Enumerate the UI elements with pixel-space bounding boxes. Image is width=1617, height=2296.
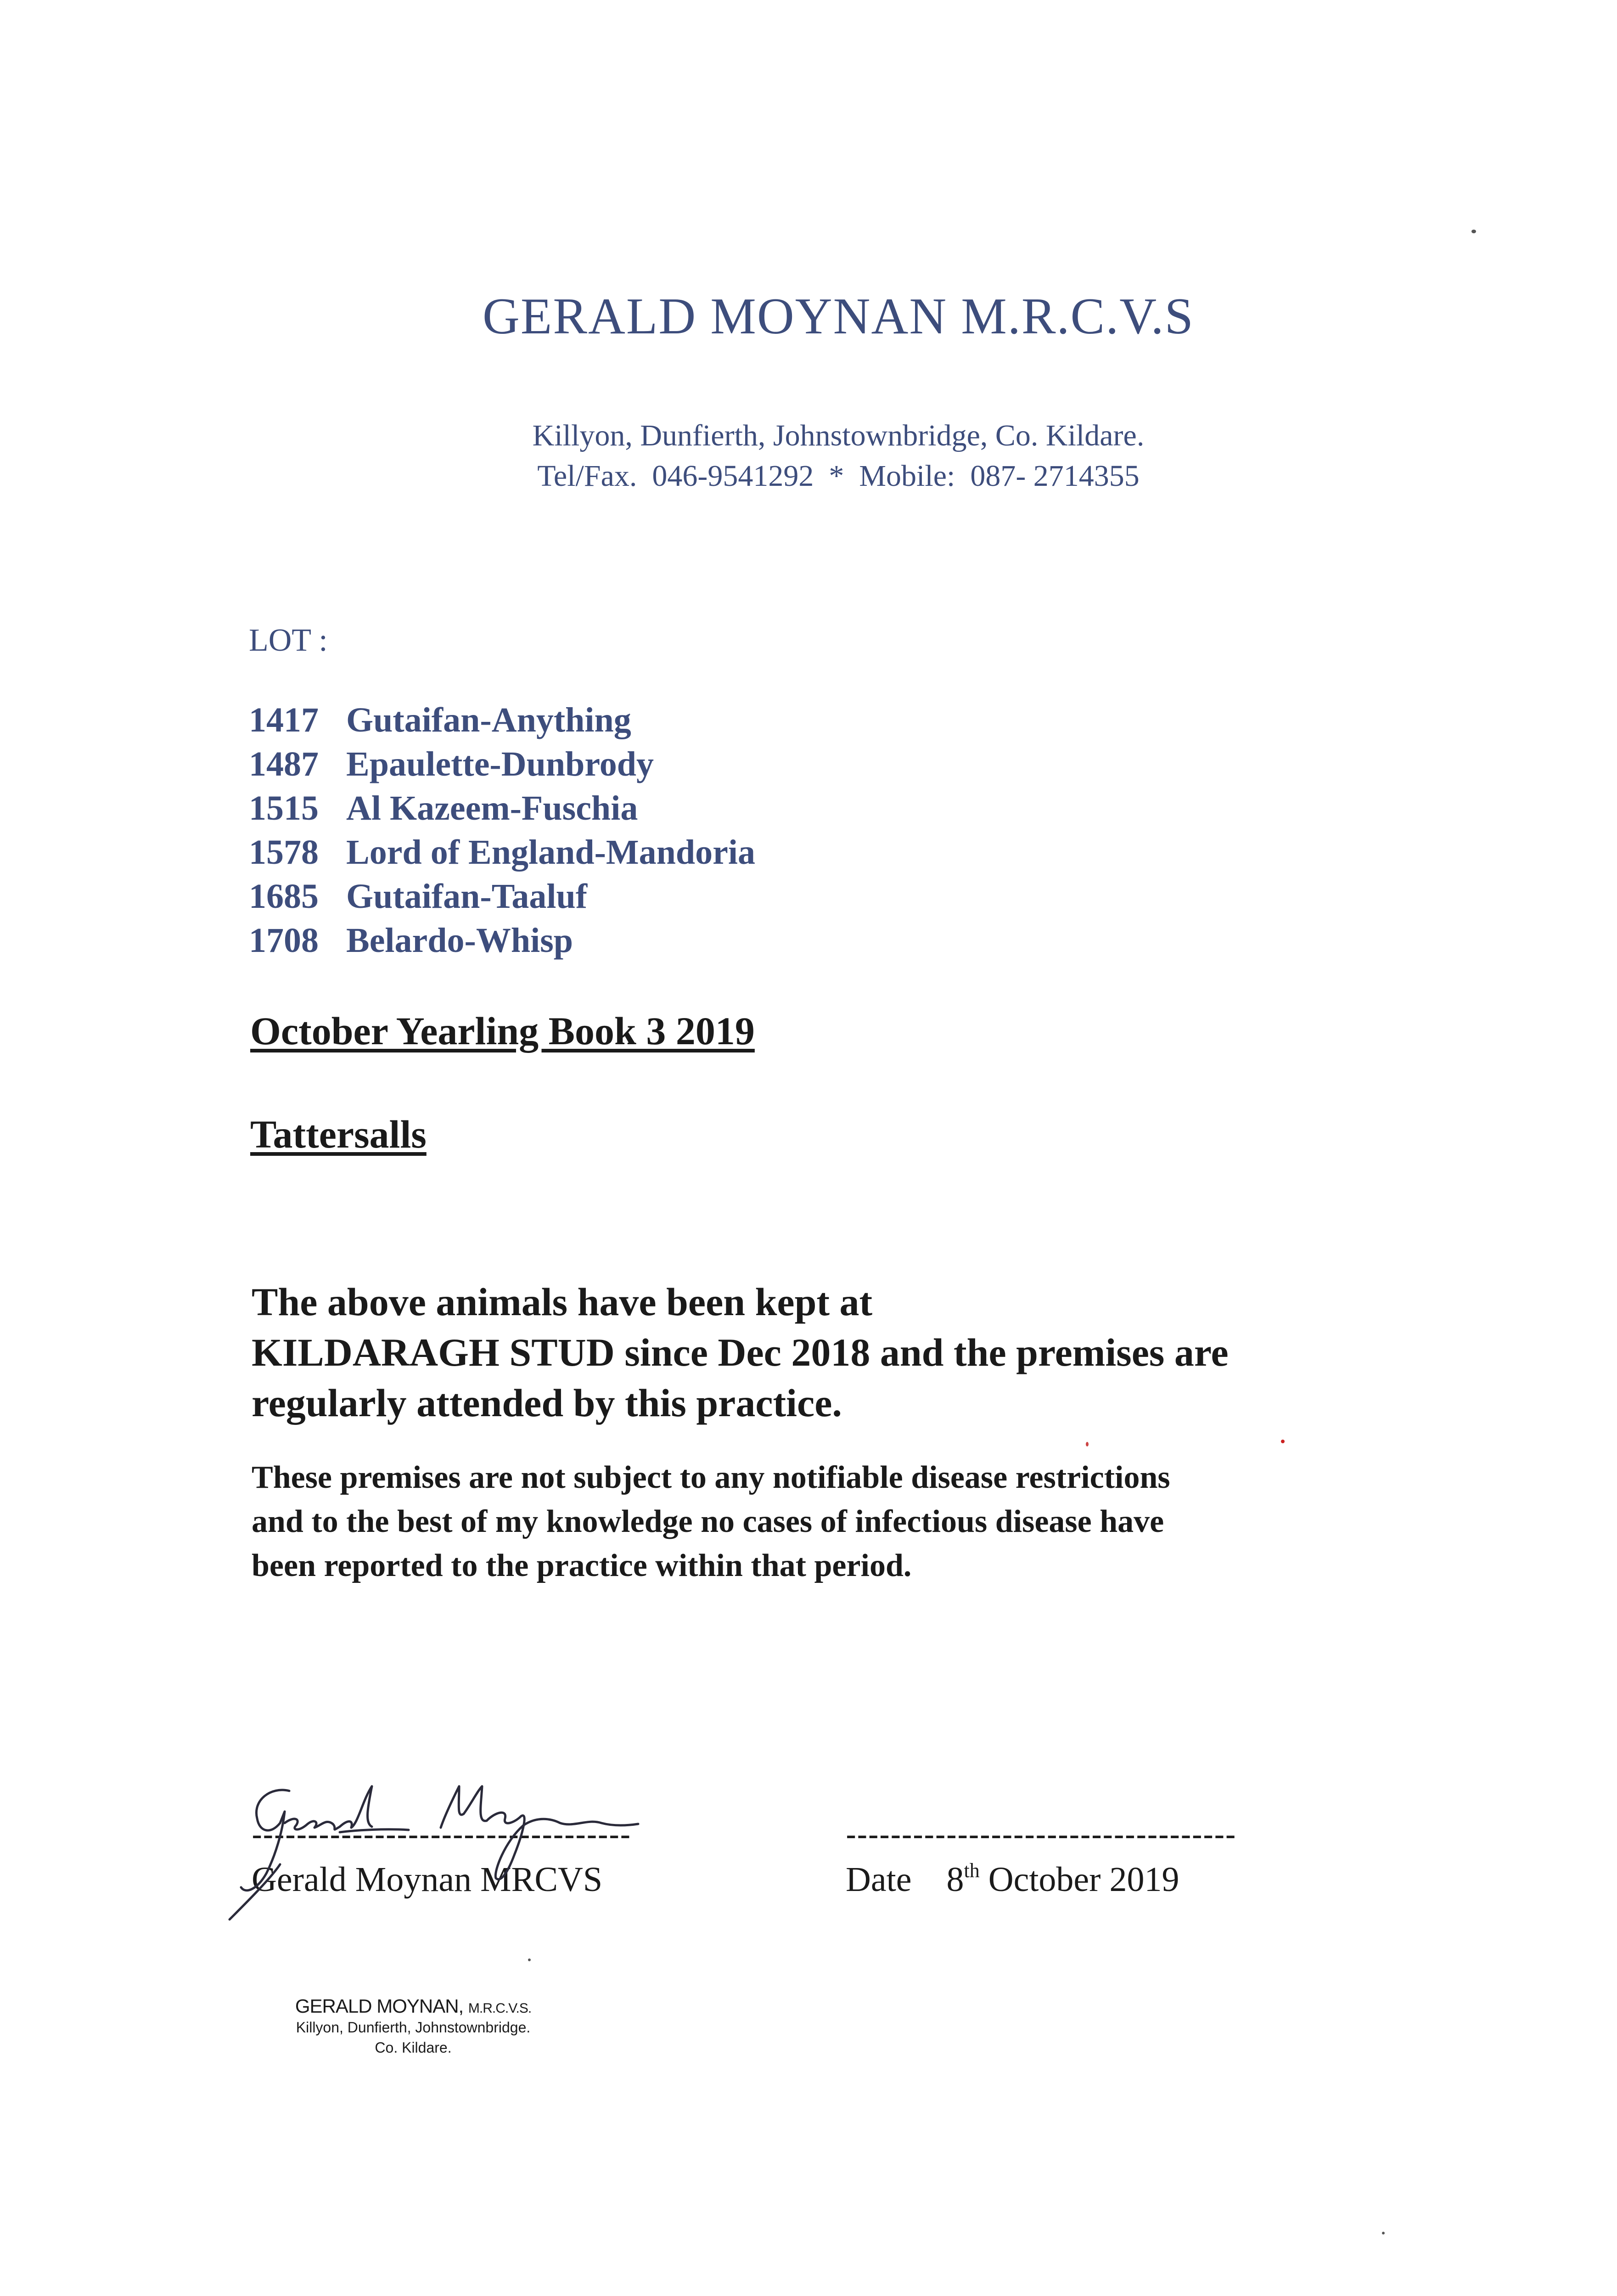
- sale-venue: Tattersalls: [250, 1112, 427, 1156]
- letterhead-title: GERALD MOYNAN M.R.C.V.S: [483, 288, 1194, 345]
- date-day-suffix: th: [964, 1859, 980, 1882]
- handwritten-signature: [220, 1773, 748, 1929]
- scan-speck: [1281, 1440, 1285, 1443]
- lot-name: Belardo-Whisp: [346, 921, 573, 960]
- stamp-practitioner: GERALD MOYNAN,: [295, 1995, 464, 2017]
- lot-name: Gutaifan-Anything: [346, 701, 631, 739]
- lot-item: [249, 830, 755, 874]
- date-line: -----------------------------------: [846, 1817, 1236, 1852]
- lot-number: 1685: [249, 877, 319, 916]
- stamp-address-line: Killyon, Dunfierth, Johnstownbridge.: [296, 2019, 531, 2036]
- statement-line: KILDARAGH STUD since Dec 2018 and the premises are: [252, 1330, 1229, 1374]
- lot-heading: LOT :: [249, 623, 328, 658]
- contact-line: Tel/Fax. 046-9541292 * Mobile: 087- 2714355: [537, 459, 1140, 493]
- lot-number: 1708: [249, 921, 319, 960]
- lot-name: Al Kazeem-Fuschia: [346, 789, 638, 827]
- statement-line: The above animals have been kept at: [252, 1280, 873, 1324]
- signatory-name: Gerald Moynan MRCVS: [252, 1860, 603, 1899]
- lot-name: Gutaifan-Taaluf: [346, 877, 588, 916]
- scan-speck: [1382, 2232, 1385, 2234]
- sale-title: October Yearling Book 3 2019: [250, 1009, 755, 1053]
- statement-line: regularly attended by this practice.: [252, 1381, 842, 1425]
- scan-speck: [528, 1958, 531, 1961]
- lot-number: 1515: [249, 789, 319, 827]
- stamp-county-line: Co. Kildare.: [375, 2039, 452, 2056]
- lot-item: [249, 742, 755, 786]
- signing-date: [846, 1860, 1179, 1900]
- disease-note: [252, 1456, 1376, 1588]
- lot-item: [249, 918, 755, 962]
- lot-item: [249, 698, 755, 742]
- disease-note-line: and to the best of my knowledge no cases of infectious disease have: [252, 1504, 1164, 1539]
- date-month-year: October 2019: [988, 1860, 1179, 1899]
- date-day: 8: [946, 1860, 964, 1899]
- lot-name: Epaulette-Dunbrody: [346, 745, 654, 783]
- lot-number: 1487: [249, 745, 319, 783]
- lot-item: [249, 786, 755, 830]
- practice-stamp: [275, 1995, 551, 2058]
- lot-number: 1417: [249, 701, 319, 739]
- lot-list: [249, 698, 755, 962]
- stamp-qualification: M.R.C.V.S.: [468, 2001, 532, 2016]
- disease-note-line: been reported to the practice within that period.: [252, 1548, 912, 1583]
- signature-line: ----------------------------------: [252, 1817, 631, 1852]
- address-line: Killyon, Dunfierth, Johnstownbridge, Co. Kildare.: [532, 419, 1145, 452]
- scan-speck: [1086, 1442, 1089, 1446]
- lot-item: [249, 874, 755, 918]
- lot-name: Lord of England-Mandoria: [346, 833, 756, 872]
- statement: [252, 1277, 1399, 1428]
- lot-number: 1578: [249, 833, 319, 872]
- stamp-name: [275, 1995, 551, 2017]
- disease-note-line: These premises are not subject to any notifiable disease restrictions: [252, 1460, 1170, 1495]
- scan-speck: [1471, 230, 1476, 233]
- letterhead-address: [0, 416, 1617, 496]
- date-label: Date: [846, 1860, 912, 1899]
